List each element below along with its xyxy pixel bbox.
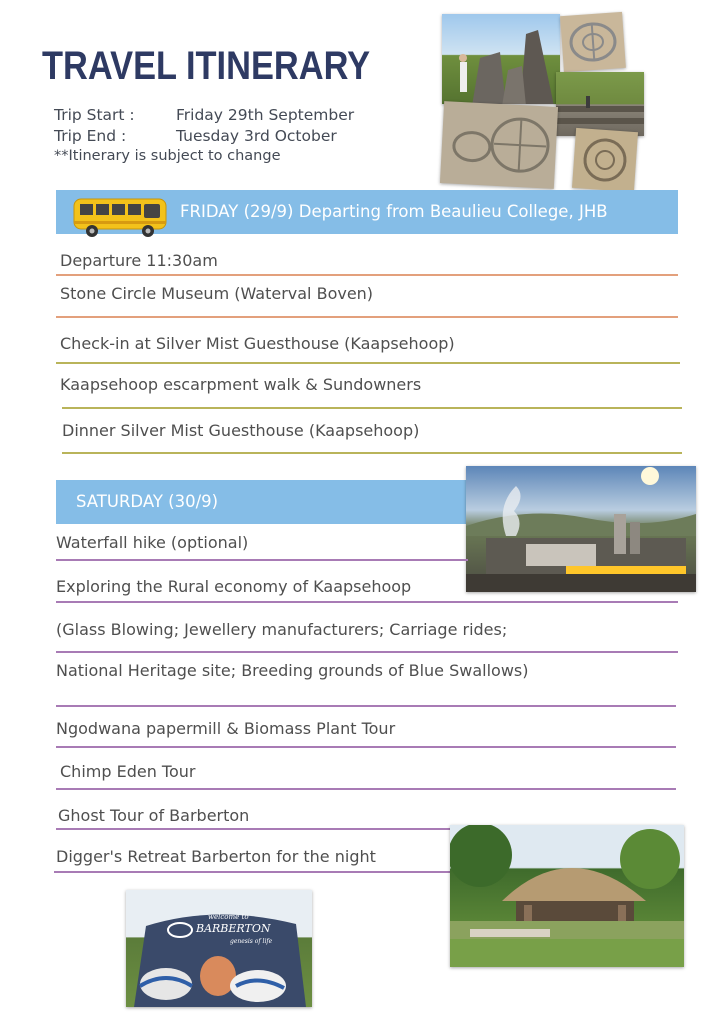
sign-welcome-text: welcome to — [208, 913, 249, 921]
trip-end-value: Tuesday 3rd October — [176, 127, 337, 145]
saturday-item-papermill-tour: Ngodwana papermill & Biomass Plant Tour — [56, 719, 396, 738]
saturday-heading — [56, 480, 476, 524]
stone-circle-photo-5 — [572, 128, 638, 192]
saturday-item-glass-blowing: (Glass Blowing; Jewellery manufacturers; Carriage rides; — [56, 620, 508, 639]
divider — [62, 407, 682, 409]
page-title: TRAVEL ITINERARY — [42, 44, 371, 88]
stone-circle-photo-2 — [560, 12, 626, 72]
saturday-item-waterfall-hike: Waterfall hike (optional) — [56, 533, 249, 552]
stone-circle-photo-3 — [556, 72, 644, 136]
stone-circle-photo-4 — [440, 101, 558, 189]
barberton-sign-photo — [126, 890, 312, 1007]
divider — [56, 651, 678, 653]
friday-item-departure: Departure 11:30am — [60, 251, 218, 270]
bus-icon — [70, 193, 170, 239]
itinerary-note: **Itinerary is subject to change — [54, 148, 281, 164]
divider — [56, 559, 468, 561]
saturday-heading-text: SATURDAY (30/9) — [76, 492, 219, 511]
divider — [56, 828, 456, 830]
friday-heading-text: FRIDAY (29/9) Departing from Beaulieu College, JHB — [180, 202, 608, 221]
stone-circle-photo-1 — [442, 14, 560, 104]
divider — [56, 362, 680, 364]
sign-town-text: BARBERTON — [196, 922, 271, 935]
papermill-photo — [466, 466, 696, 592]
saturday-item-rural-economy: Exploring the Rural economy of Kaapsehoop — [56, 577, 412, 596]
saturday-item-chimp-eden: Chimp Eden Tour — [60, 762, 196, 781]
friday-item-stone-circle: Stone Circle Museum (Waterval Boven) — [60, 284, 374, 303]
stone-circle-collage — [440, 12, 650, 192]
saturday-item-diggers-retreat: Digger's Retreat Barberton for the night — [56, 847, 376, 866]
divider — [54, 871, 454, 873]
divider — [56, 316, 678, 318]
trip-start-label: Trip Start : — [54, 106, 135, 124]
sign-tagline-text: genesis of life — [230, 938, 273, 945]
divider — [56, 274, 678, 276]
saturday-item-heritage-site: National Heritage site; Breeding grounds of Blue Swallows) — [56, 661, 529, 680]
trip-end-label: Trip End : — [54, 127, 127, 145]
divider — [62, 452, 682, 454]
divider — [56, 746, 676, 748]
barberton-sign-graphic — [126, 890, 312, 1007]
saturday-item-ghost-tour: Ghost Tour of Barberton — [58, 806, 250, 825]
friday-item-check-in: Check-in at Silver Mist Guesthouse (Kaapsehoop) — [60, 334, 455, 353]
lodge-photo — [450, 825, 684, 967]
divider — [56, 601, 678, 603]
divider — [56, 788, 676, 790]
friday-item-dinner: Dinner Silver Mist Guesthouse (Kaapsehoop) — [62, 421, 420, 440]
divider — [56, 705, 676, 707]
trip-start-value: Friday 29th September — [176, 106, 355, 124]
friday-item-escarpment-walk: Kaapsehoop escarpment walk & Sundowners — [60, 375, 422, 394]
